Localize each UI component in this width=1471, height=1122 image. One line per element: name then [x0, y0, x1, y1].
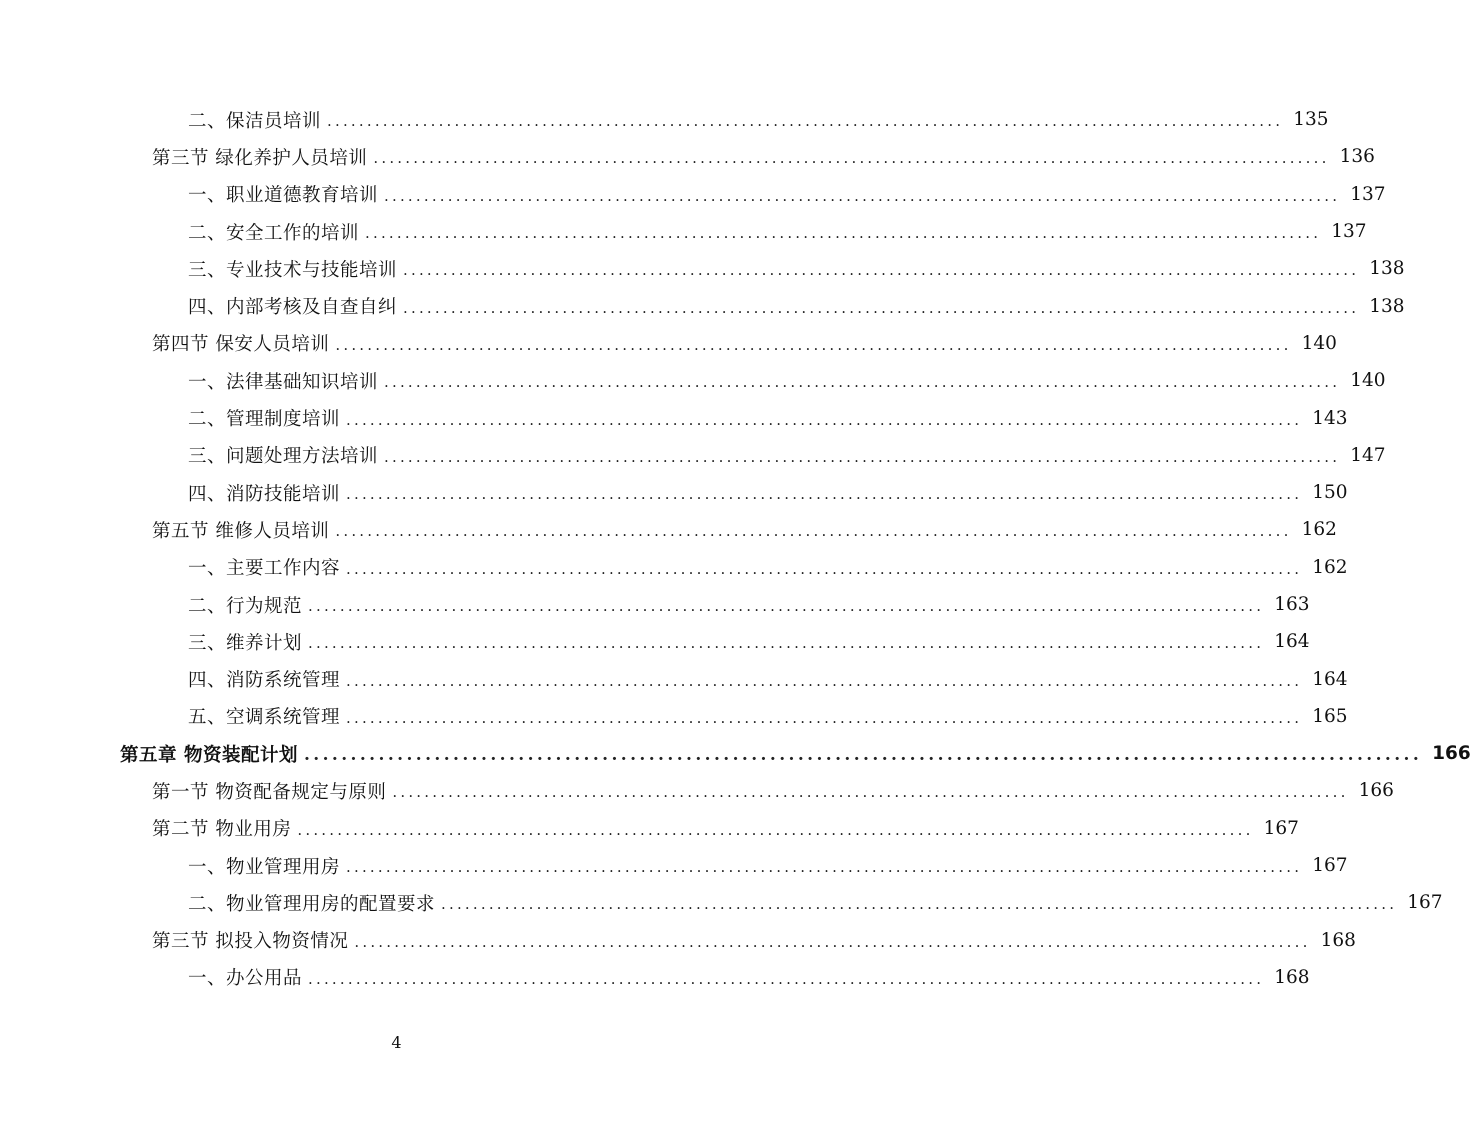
- toc-subsection-entry[interactable]: [0, 176, 1386, 213]
- toc-entry-page: 163: [1274, 594, 1310, 615]
- toc-dot-leader: ........................................................................................................................: [346, 858, 1303, 877]
- toc-dot-leader: ........................................................................................................................: [392, 783, 1349, 802]
- toc-entry-title: 一、职业道德教育培训: [188, 185, 379, 207]
- toc-entry-page: 136: [1339, 146, 1375, 168]
- toc-entry-title: 三、专业技术与技能培训: [188, 259, 398, 281]
- toc-entry-page: 138: [1369, 258, 1405, 280]
- toc-subsection-entry[interactable]: [0, 959, 1310, 996]
- toc-dot-leader: ........................................................................................................................: [308, 969, 1265, 988]
- toc-entry-page: 164: [1312, 668, 1348, 690]
- toc-subsection-entry[interactable]: [0, 660, 1348, 697]
- toc-entry-page: 143: [1312, 407, 1348, 429]
- toc-subsection-entry[interactable]: [0, 437, 1386, 474]
- toc-dot-leader: ........................................................................................................................: [354, 932, 1311, 951]
- toc-entry-page: 150: [1312, 482, 1348, 504]
- toc-entry-title: 第一节 物资配备规定与原则: [152, 781, 387, 803]
- toc-section-entry[interactable]: [0, 772, 1394, 809]
- toc-subsection-entry[interactable]: [0, 101, 1329, 138]
- toc-dot-leader: ........................................................................................................................: [346, 485, 1303, 504]
- toc-subsection-entry[interactable]: [0, 287, 1405, 324]
- toc-entry-page: 140: [1350, 370, 1386, 392]
- toc-dot-leader: ........................................................................................................................: [384, 447, 1341, 466]
- toc-entry-page: 167: [1312, 855, 1348, 877]
- toc-dot-leader: ........................................................................................................................: [384, 186, 1341, 205]
- toc-dot-leader: ........................................................................................................................: [384, 373, 1341, 392]
- toc-entry-title: 一、办公用品: [188, 968, 303, 990]
- toc-entry-page: 168: [1320, 929, 1356, 951]
- toc-entry-page: 167: [1263, 817, 1299, 839]
- toc-section-entry[interactable]: [0, 810, 1299, 847]
- toc-entry-page: 166: [1432, 743, 1471, 765]
- toc-entry-page: 166: [1358, 780, 1394, 802]
- toc-entry-page: 168: [1274, 966, 1310, 988]
- toc-entry-title: 一、物业管理用房: [188, 856, 341, 878]
- toc-dot-leader: ........................................................................................................................: [308, 634, 1265, 653]
- toc-entry-title: 三、问题处理方法培训: [188, 446, 379, 468]
- toc-entry-page: 147: [1350, 444, 1386, 466]
- toc-dot-leader: ........................................................................................................................: [327, 112, 1284, 131]
- toc-entry-page: 167: [1407, 892, 1443, 914]
- toc-entry-page: 164: [1274, 631, 1310, 653]
- toc-subsection-entry[interactable]: [0, 549, 1348, 586]
- toc-entry-title: 第二节 物业用房: [152, 819, 292, 841]
- table-of-contents: [0, 101, 1471, 996]
- toc-subsection-entry[interactable]: [0, 847, 1348, 884]
- toc-subsection-entry[interactable]: [0, 399, 1348, 436]
- toc-entry-title: 四、内部考核及自查自纠: [188, 297, 398, 319]
- toc-dot-leader: ........................................................................................................................: [346, 410, 1303, 429]
- toc-section-entry[interactable]: [0, 922, 1356, 959]
- toc-entry-title: 二、物业管理用房的配置要求: [188, 893, 436, 915]
- toc-entry-title: 二、安全工作的培训: [188, 222, 360, 244]
- toc-entry-title: 四、消防系统管理: [188, 670, 341, 692]
- toc-dot-leader: ........................................................................................................................: [373, 149, 1330, 168]
- toc-entry-title: 第三节 绿化养护人员培训: [152, 147, 368, 169]
- toc-entry-page: 137: [1331, 221, 1367, 243]
- toc-dot-leader: ........................................................................................................................: [346, 708, 1303, 727]
- toc-subsection-entry[interactable]: [0, 884, 1443, 921]
- toc-entry-title: 五、空调系统管理: [188, 707, 341, 729]
- page-number: 4: [391, 1033, 402, 1052]
- toc-entry-page: 135: [1293, 109, 1329, 131]
- toc-dot-leader: ........................................................................................................................: [335, 522, 1292, 541]
- toc-subsection-entry[interactable]: [0, 474, 1348, 511]
- toc-dot-leader: ........................................................................................................................: [441, 895, 1398, 914]
- toc-dot-leader: ........................................................................................................................: [346, 559, 1303, 578]
- toc-entry-title: 第五节 维修人员培训: [152, 520, 330, 542]
- toc-entry-page: 140: [1301, 332, 1337, 354]
- toc-entry-title: 第五章 物资装配计划: [120, 744, 298, 766]
- toc-entry-title: 四、消防技能培训: [188, 483, 341, 505]
- toc-entry-page: 162: [1301, 519, 1337, 541]
- toc-subsection-entry[interactable]: [0, 362, 1386, 399]
- toc-dot-leader: ........................................................................................................................: [403, 298, 1360, 317]
- toc-entry-title: 一、法律基础知识培训: [188, 371, 379, 393]
- toc-section-entry[interactable]: [0, 138, 1375, 175]
- toc-subsection-entry[interactable]: [0, 586, 1310, 623]
- toc-dot-leader: ........................................................................................................................: [335, 335, 1292, 354]
- toc-dot-leader: ........................................................................................................................: [403, 261, 1360, 280]
- toc-subsection-entry[interactable]: [0, 698, 1348, 735]
- toc-section-entry[interactable]: [0, 325, 1337, 362]
- toc-entry-title: 二、管理制度培训: [188, 409, 341, 431]
- toc-entry-title: 一、主要工作内容: [188, 558, 341, 580]
- toc-entry-title: 三、维养计划: [188, 632, 303, 654]
- toc-entry-page: 162: [1312, 556, 1348, 578]
- toc-entry-title: 第三节 拟投入物资情况: [152, 931, 349, 953]
- toc-subsection-entry[interactable]: [0, 250, 1405, 287]
- toc-subsection-entry[interactable]: [0, 213, 1367, 250]
- toc-entry-page: 165: [1312, 705, 1348, 727]
- toc-dot-leader: ........................................................................................................................: [303, 745, 1423, 766]
- toc-section-entry[interactable]: [0, 511, 1337, 548]
- toc-dot-leader: ........................................................................................................................: [297, 820, 1254, 839]
- toc-dot-leader: ........................................................................................................................: [365, 224, 1322, 243]
- toc-dot-leader: ........................................................................................................................: [346, 671, 1303, 690]
- toc-entry-title: 二、行为规范: [188, 595, 303, 617]
- toc-entry-title: 第四节 保安人员培训: [152, 334, 330, 356]
- toc-entry-page: 138: [1369, 295, 1405, 317]
- toc-subsection-entry[interactable]: [0, 623, 1310, 660]
- toc-entry-title: 二、保洁员培训: [188, 110, 322, 132]
- toc-chapter-entry[interactable]: [0, 735, 1471, 772]
- toc-dot-leader: ........................................................................................................................: [308, 597, 1265, 615]
- toc-entry-page: 137: [1350, 183, 1386, 205]
